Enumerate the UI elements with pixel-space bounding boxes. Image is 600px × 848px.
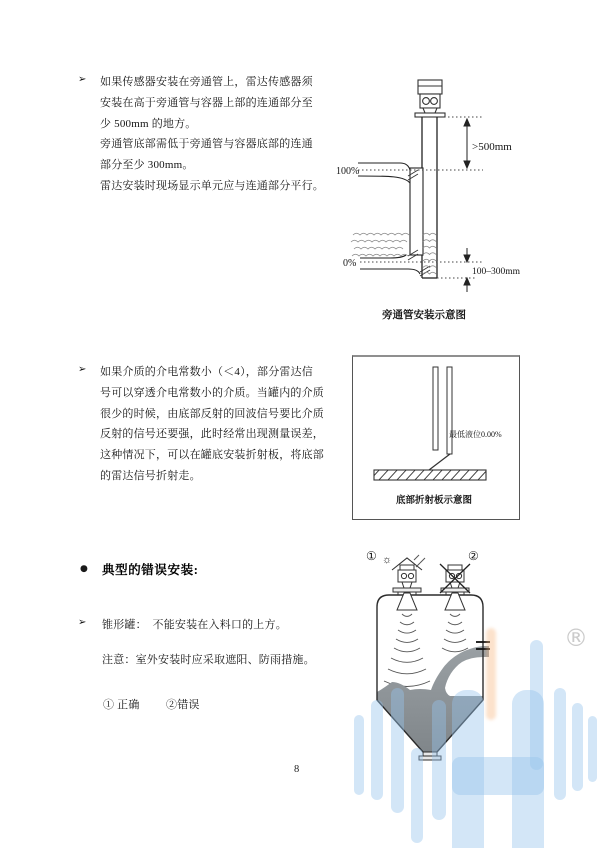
bullet-arrow-1: ➢ [78, 74, 87, 85]
text-line: 反射的信号还要强，此时经常出现测量误差， [100, 428, 324, 441]
legend-wrong: ②错误 [166, 699, 200, 711]
outlet-flange [419, 752, 441, 760]
label-0-percent: 0% [343, 258, 357, 269]
watermark-bar [588, 716, 597, 782]
page-number: 8 [294, 764, 300, 775]
text-line: 部分至少 300mm。 [100, 159, 194, 172]
text-line: 如果介质的介电常数小（＜4），部分雷达信 [100, 366, 313, 378]
text-line: 的雷达信号折射走。 [100, 469, 201, 482]
dimension-arrow-100-300 [464, 248, 470, 292]
bypass-pipe-diagram [330, 50, 575, 325]
marker-1-correct: ① [366, 549, 377, 563]
probe-pipe [433, 367, 452, 454]
outdoor-note: 注意：室外安装时应采取遮阳、防雨措施。 [102, 654, 315, 666]
wrong-install-heading: 典型的错误安装: [102, 563, 199, 577]
text-line: 旁通管底部需低于旁通管与容器底部的连通 [100, 138, 313, 151]
text-line: 这种情况下，可以在罐底安装折射板，将底部 [100, 449, 324, 462]
section-bullet-dot: ● [80, 564, 88, 574]
bullet-arrow-3: ➢ [78, 617, 87, 628]
sun-icon: ☼ [382, 554, 393, 566]
label-dim-500mm: >500mm [472, 141, 512, 153]
text-line: 如果传感器安装在旁通管上，雷达传感器须 [100, 76, 313, 88]
radar-sensor-icon [415, 80, 445, 117]
watermark-bar [572, 703, 583, 791]
label-100-percent: 100% [336, 166, 360, 177]
text-line: 少 500mm 的地方。 [100, 117, 197, 130]
reflector-diagram-frame [352, 355, 520, 520]
bullet-arrow-2: ➢ [78, 364, 87, 375]
dimension-arrow-500 [464, 119, 470, 168]
cone-tank-diagram [338, 538, 568, 783]
label-min-level: 最低液位0.00% [449, 430, 502, 439]
marker-2-wrong: ② [468, 549, 479, 563]
text-line: 安装在高于旁通管与容器上部的连通部分至 [100, 96, 313, 109]
deflect-line [429, 454, 450, 470]
paragraph-dielectric [100, 362, 328, 487]
legend-correct: ① 正确 [103, 699, 140, 711]
bypass-diagram-caption: 旁通管安装示意图 [382, 310, 466, 321]
label-dim-100-300mm: 100–300mm [472, 267, 521, 277]
reflector-diagram [353, 357, 519, 517]
paragraph-bypass-install [100, 72, 324, 197]
text-line: 号可以穿透介电常数小的介质。当罐内的介质 [100, 386, 324, 399]
reflector-plate [374, 470, 486, 480]
cone-tank-item: 锥形罐： 不能安装在入料口的上方。 [102, 619, 287, 631]
reflector-diagram-caption: 底部折射板示意图 [396, 496, 473, 506]
registered-trademark-icon: ® [564, 624, 588, 652]
text-line: 很少的时候，由底部反射的回波信号要比介质 [100, 407, 324, 420]
text-line: 雷达安装时现场显示单元应与连通部分平行。 [100, 179, 324, 192]
